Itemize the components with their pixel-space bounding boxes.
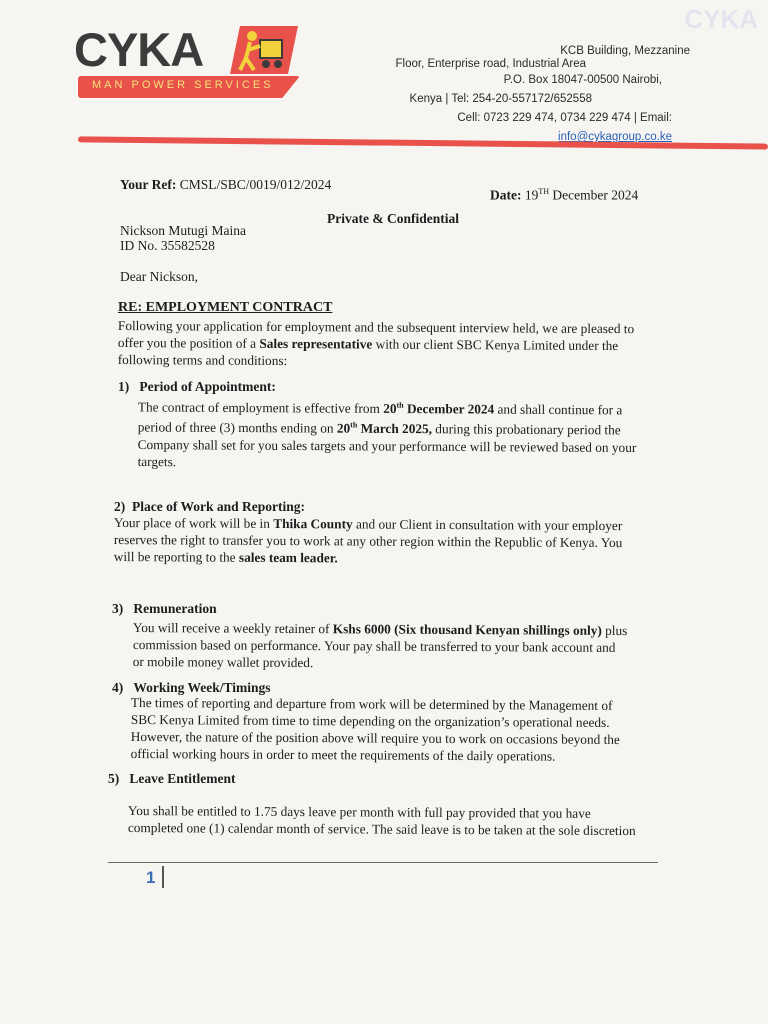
s3-line-3: or mobile money wallet provided. [132,653,314,671]
s4-line-1: The times of reporting and departure from work will be determined by the Management of [130,695,613,713]
reference [120,176,331,193]
salary-amount: Kshs 6000 (Six thousand Kenyan shillings only) [332,621,602,638]
s3-line-1: You will receive a weekly retainer of Kshs 6000 (Six thousand Kenyan shillings only) plus [132,620,628,639]
footer-divider [108,862,658,863]
s2-line-2: reserves the right to transfer you to work at any other region within the Republic of Kenya. You [113,531,623,551]
page-number-bar [162,866,164,888]
address-line-4: Kenya | Tel: 254-20-557172/652558 [409,93,592,105]
salutation: Dear Nickson, [120,269,198,284]
intro-line-2: offer you the position of a Sales representative with our client SBC Kenya Limited under the [117,334,619,354]
bleed-through-logo: CYKA [684,4,758,34]
confidential-label: Private & Confidential [327,211,459,226]
date-day: 19 [524,187,539,203]
position-title: Sales representative [259,335,373,352]
section-5-body [128,802,636,839]
ref-value: CMSL/SBC/0019/012/2024 [179,177,332,192]
s3-line-2: commission based on performance. Your pay shall be transferred to your bank account and [132,636,616,655]
s2-line-1: Your place of work will be in Thika County and our Client in consultation with your employer [113,515,623,534]
section-3-heading: 3) Remuneration [112,601,217,616]
section-2-body [114,514,623,568]
s4-line-4: official working hours in order to meet the requirements of the daily operations. [130,745,556,764]
s5-line-1: You shall be entitled to 1.75 days leave per month with full pay provided that you have [127,803,591,821]
recipient-id: ID No. 35582528 [120,238,215,253]
s2-line-3: will be reporting to the sales team leader. [113,548,338,566]
section-5-heading: 5) Leave Entitlement [108,771,236,786]
s4-line-3: However, the nature of the position above will require you to work on occasions beyond the [130,728,620,747]
intro-line-3: following terms and conditions: [117,351,288,369]
ref-label: Your Ref: [120,177,177,192]
address-line-5: Cell: 0723 229 474, 0734 229 474 | Email: [457,112,672,124]
date-month-year: December 2024 [552,187,639,203]
page-number: 1 [146,868,156,887]
worker-pushing-cart-icon [210,18,305,78]
section-4-body [131,694,621,765]
address-line-3: P.O. Box 18047-00500 Nairobi, [503,74,662,86]
subject-line: RE: EMPLOYMENT CONTRACT [118,300,333,315]
intro-line-1: Following your application for employment and the subsequent interview held, we are pleased to [117,317,635,337]
date-label: Date: [490,187,522,203]
intro-paragraph [118,317,635,371]
s5-line-2: completed one (1) calendar month of service. The said leave is to be taken at the sole discretion [127,819,636,839]
company-address [292,42,690,147]
recipient-name: Nickson Mutugi Maina [120,223,246,238]
address-line-2: Floor, Enterprise road, Industrial Area [395,58,586,70]
letter-date [490,183,638,204]
address-line-1: KCB Building, Mezzanine [560,45,690,57]
s1-line-1: The contract of employment is effective from 20th December 2024 and shall continue for a [137,399,623,418]
section-3-body [133,619,628,673]
section-1-heading: 1) Period of Appointment: [118,379,276,394]
s4-line-2: SBC Kenya Limited from time to time depending on the organization’s operational needs. [130,711,610,730]
logo-wordmark: CYKA [74,23,204,76]
s1-line-3: Company shall set for you sales targets and your performance will be reviewed based on your [137,436,637,455]
section-2-heading: 2) Place of Work and Reporting: [114,499,305,514]
logo-tagline: MAN POWER SERVICES [92,79,274,91]
date-suffix: TH [538,187,550,196]
company-logo [70,18,305,102]
email-link[interactable]: info@cykagroup.co.ke [558,131,672,143]
s1-line-4: targets. [137,453,177,470]
section-4-heading: 4) Working Week/Timings [112,680,271,695]
section-1-body [138,395,637,473]
s1-line-2: period of three (3) months ending on 20th March 2025, during this probationary period the [137,419,621,438]
